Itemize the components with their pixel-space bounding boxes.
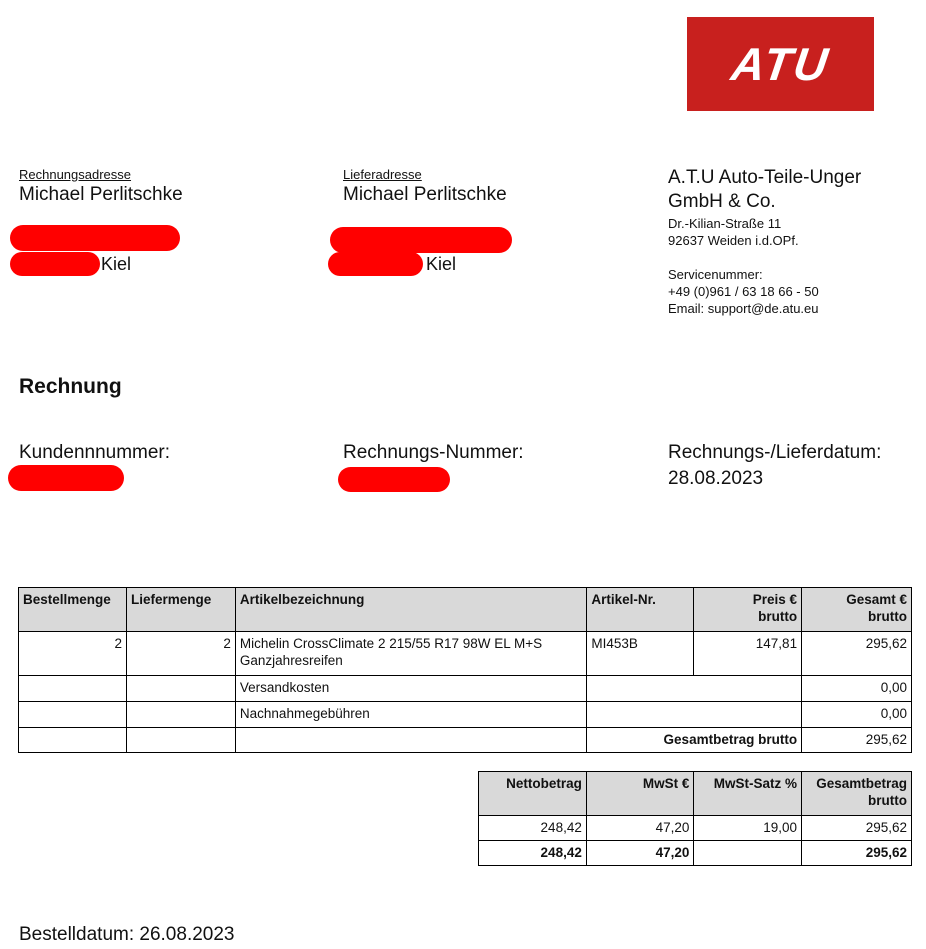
company-street: Dr.-Kilian-Straße 11	[668, 216, 782, 231]
tax-header-rate: MwSt-Satz %	[694, 772, 802, 816]
row-price: 147,81	[694, 632, 802, 676]
atu-logo	[687, 17, 874, 111]
empty-cell	[19, 702, 127, 728]
service-phone: +49 (0)961 / 63 18 66 - 50	[668, 284, 819, 299]
row-description-l1: Michelin CrossClimate 2 215/55 R17 98W EL M+S	[239, 636, 543, 651]
tax-row-gross: 295,62	[802, 816, 912, 841]
service-email: Email: support@de.atu.eu	[668, 301, 819, 316]
empty-cell	[126, 702, 235, 728]
billing-city: Kiel	[101, 254, 132, 274]
row-article-no: MI453B	[587, 632, 694, 676]
invoice-number-redaction	[338, 467, 450, 492]
shipping-value: 0,00	[802, 676, 912, 702]
cod-label: Nachnahmegebühren	[235, 702, 586, 728]
delivery-zip-redaction	[328, 252, 423, 276]
invoice-date-value: 28.08.2023	[668, 468, 764, 489]
tax-row-vat: 47,20	[586, 816, 694, 841]
tax-header-gross	[802, 772, 912, 816]
page-title: Rechnung	[19, 375, 122, 398]
header-total-l2: brutto	[868, 609, 907, 624]
tax-row-net: 248,42	[479, 816, 587, 841]
table-row	[19, 676, 912, 702]
tax-table	[478, 771, 912, 866]
tax-header-gross-l2: brutto	[868, 793, 907, 808]
cod-value: 0,00	[802, 702, 912, 728]
empty-cell	[694, 841, 802, 866]
tax-header-row	[479, 772, 912, 816]
empty-cell	[126, 676, 235, 702]
billing-street-redaction	[10, 225, 180, 251]
tax-row-rate: 19,00	[694, 816, 802, 841]
row-total: 295,62	[802, 632, 912, 676]
logo-text: ATU	[728, 38, 833, 90]
empty-cell	[19, 676, 127, 702]
order-date: Bestelldatum: 26.08.2023	[19, 924, 235, 945]
empty-cell	[19, 728, 127, 753]
delivery-name: Michael Perlitschke	[343, 184, 507, 205]
customer-number-redaction	[8, 465, 124, 491]
row-description-l2: Ganzjahresreifen	[239, 653, 343, 668]
header-price	[694, 588, 802, 632]
grand-total-label: Gesamtbetrag brutto	[587, 728, 802, 753]
items-table	[18, 587, 912, 753]
company-name-line1: A.T.U Auto-Teile-Unger	[668, 167, 862, 188]
header-total-l1: Gesamt €	[846, 592, 907, 607]
header-price-l1: Preis €	[752, 592, 798, 607]
tax-sum-net: 248,42	[479, 841, 587, 866]
header-price-l2: brutto	[758, 609, 798, 624]
billing-zip-redaction	[10, 252, 100, 276]
grand-total-value: 295,62	[802, 728, 912, 753]
service-label: Servicenummer:	[668, 267, 763, 282]
tax-header-vat: MwSt €	[586, 772, 694, 816]
items-header-row	[19, 588, 912, 632]
empty-cell	[587, 702, 802, 728]
empty-cell	[126, 728, 235, 753]
company-name-line2: GmbH & Co.	[668, 191, 776, 212]
header-ordered: Bestellmenge	[19, 588, 127, 632]
company-block	[668, 166, 861, 317]
table-row	[19, 728, 912, 753]
company-city: 92637 Weiden i.d.OPf.	[668, 233, 799, 248]
tax-header-net: Nettobetrag	[479, 772, 587, 816]
delivery-city: Kiel	[426, 254, 457, 274]
tax-header-gross-l1: Gesamtbetrag	[816, 776, 907, 791]
table-row	[479, 841, 912, 866]
delivery-street-redaction	[330, 227, 512, 253]
header-description: Artikelbezeichnung	[235, 588, 586, 632]
table-row	[19, 702, 912, 728]
table-row	[19, 632, 912, 676]
header-delivered: Liefermenge	[126, 588, 235, 632]
tax-sum-vat: 47,20	[586, 841, 694, 866]
tax-sum-gross: 295,62	[802, 841, 912, 866]
row-delivered: 2	[126, 632, 235, 676]
header-article-no: Artikel-Nr.	[587, 588, 694, 632]
billing-label: Rechnungsadresse	[19, 167, 132, 182]
customer-number-label: Kundennnummer:	[19, 442, 171, 463]
empty-cell	[235, 728, 586, 753]
invoice-date-label: Rechnungs-/Lieferdatum:	[668, 442, 882, 463]
row-ordered: 2	[19, 632, 127, 676]
shipping-label: Versandkosten	[235, 676, 586, 702]
invoice-number-label: Rechnungs-Nummer:	[343, 442, 524, 463]
empty-cell	[587, 676, 802, 702]
delivery-label: Lieferadresse	[343, 167, 422, 182]
table-row	[479, 816, 912, 841]
row-description	[235, 632, 586, 676]
billing-name: Michael Perlitschke	[19, 184, 183, 205]
header-total	[802, 588, 912, 632]
